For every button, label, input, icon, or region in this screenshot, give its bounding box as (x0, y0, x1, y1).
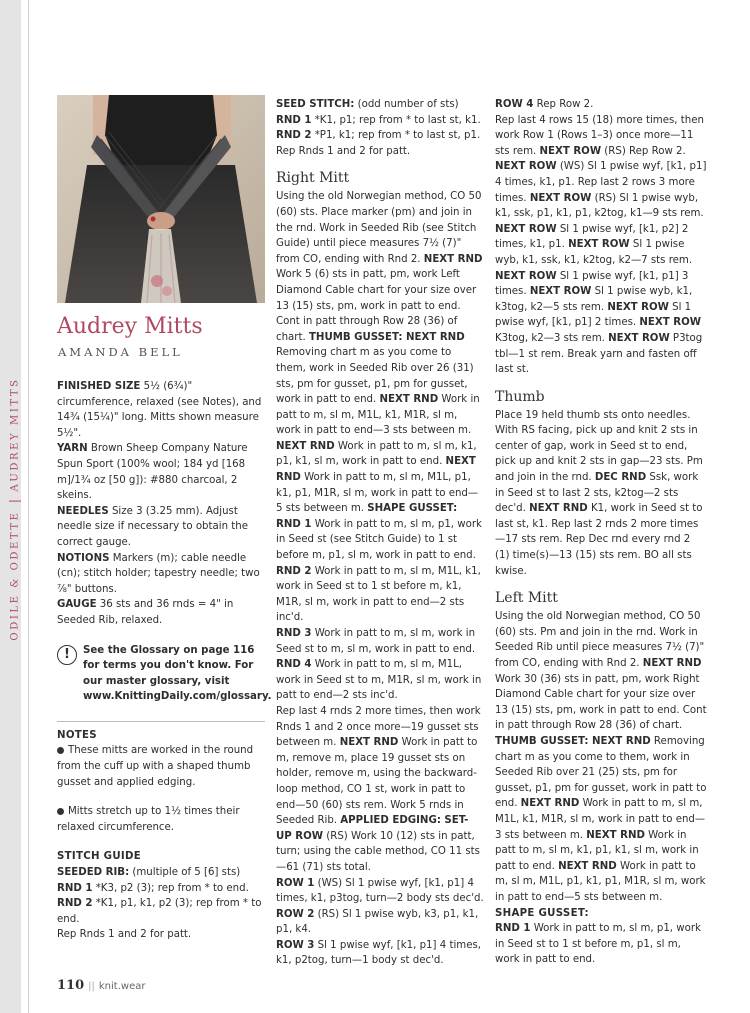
thumb-body: Place 19 held thumb sts onto needles. With RS facing, pick up and knit 2 sts in center of gap, work in Seed st to end, pick up and knit 2 sts in gap—23 sts. Pm and join in the rnd. DEC RND Ssk, work in Seed st to last 2 sts, k2tog—2 sts dec'd. NEXT RND K1, work in Seed st to last st, k1. Rep last 2 rnds 2 more times—17 sts rem. Rep Dec rnd every rnd 2 (1) time(s)—13 (15) sts rem. BO all sts kwise. (495, 409, 703, 577)
note-item: These mitts are worked in the round from the cuff up with a shaped thumb gusset and applied edging. (57, 745, 254, 788)
model-wearing-mitts-image (57, 95, 265, 303)
gusset-rnd3: RND 3 Work in patt to m, sl m, work in Seed st to m, sl m, work in patt to end. (276, 628, 476, 655)
seed-stitch-rnd1: RND 1 *K1, p1; rep from * to last st, k1. (276, 114, 481, 126)
seeded-rib-rnd1: RND 1 *K3, p2 (3); rep from * to end. (57, 882, 249, 894)
needles: NEEDLES Size 3 (3.25 mm). Adjust needle size if necessary to obtain the correct gauge. (57, 505, 248, 548)
notes-heading: NOTES (57, 729, 97, 741)
finished-size: FINISHED SIZE 5½ (6¾)" circumference, relaxed (see Notes), and 14¾ (15¼)" long. Mitts shown measure 5½". (57, 381, 262, 439)
column-1 (57, 379, 272, 943)
side-label-collection: ODILE & ODETTE (9, 510, 21, 641)
glossary-text: See the Glossary on page 116 for terms you don't know. For our master glossary, visit www.KnittingDaily.com/glossary. (83, 644, 272, 703)
thumb-heading: Thumb (495, 388, 545, 405)
right-mitt-body: Using the old Norwegian method, CO 50 (60) sts. Place marker (pm) and join in the rnd. Work in Seeded Rib (see Stitch Guide) until piece measures 7½ (7)" from CO, ending with Rnd 2. NEXT RND Work 5 (6) sts in patt, pm, work Left Diamond Cable chart for your size over 13 (15) sts, pm, work in patt to end. Cont in patt through Row 28 (36) of chart. THUMB GUSSET: NEXT RND Removing chart m as you come to them, work in Seeded Rib over 26 (31) sts, pm for gusset, p1, pm for gusset, work in patt to end. NEXT RND Work in patt to m, sl m, M1L, k1, M1R, sl m, work in patt to end—3 sts between m. NEXT RND Work in patt to m, sl m, k1, p1, k1, sl m, work in patt to end. NEXT RND Work in patt to m, sl m, M1L, p1, k1, p1, M1R, sl m, work in patt to end—5 sts between m. SHAPE GUSSET: (276, 191, 483, 515)
seed-stitch-repeat: Rep Rnds 1 and 2 for patt. (276, 145, 411, 157)
stitch-guide-heading: STITCH GUIDE (57, 851, 142, 863)
notions: NOTIONS Markers (m); cable needle (cn); stitch holder; tapestry needle; two ⅞" buttons. (57, 552, 260, 595)
margin-rule (28, 0, 29, 1013)
side-running-head (4, 378, 26, 640)
edging-row1: ROW 1 (WS) Sl 1 pwise wyf, [k1, p1] 4 times, k1, p3tog, turn—2 body sts dec'd. (276, 877, 484, 905)
seeded-rib-rnd2: RND 2 *K1, p1, k1, p2 (3); rep from * to end. (57, 898, 262, 925)
pattern-title: Audrey Mitts (57, 314, 203, 339)
seed-stitch-label: SEED STITCH: (odd number of sts) (276, 99, 459, 110)
gusset-rnd4: RND 4 Work in patt to m, sl m, M1L, work in Seed st to m, M1R, sl m, work in patt to end—2 sts inc'd. (276, 659, 482, 702)
alert-icon: ! (57, 645, 77, 665)
footer-divider: || (88, 981, 95, 992)
designer-name: AMANDA BELL (58, 345, 183, 359)
yarn: YARN Brown Sheep Company Nature Spun Sport (100% wool; 184 yd [168 m]/1¾ oz [50 g]): #880 charcoal, 2 skeins. (57, 443, 248, 502)
left-gusset-rnd1: RND 1 Work in patt to m, sl m, p1, work in Seed st to 1 st before m, p1, sl m, work in patt to end. (495, 923, 701, 966)
column-2 (276, 97, 484, 969)
column-3 (495, 97, 707, 968)
edging-row2: ROW 2 (RS) Sl 1 pwise wyb, k3, p1, k1, p1, k4. (276, 908, 479, 936)
pattern-photo (57, 95, 265, 303)
gusset-rnd1: RND 1 Work in patt to m, sl m, p1, work in Seed st (see Stitch Guide) to 1 st before m, p1, sl m, work in patt to end. (276, 518, 482, 562)
seeded-rib-label: SEEDED RIB: (multiple of 5 [6] sts) (57, 867, 241, 879)
gusset-rnd2: RND 2 Work in patt to m, sl m, M1L, k1, work in Seed st to 1 st before m, k1, M1R, sl m, work in patt to end—2 sts inc'd. (276, 565, 481, 624)
left-mitt-heading: Left Mitt (495, 590, 558, 607)
bullet-icon (57, 747, 64, 754)
left-shape-gusset: SHAPE GUSSET: (495, 907, 589, 919)
right-mitt-heading: Right Mitt (276, 170, 350, 187)
page-number: 110 (57, 978, 85, 993)
side-label-pattern: AUDREY MITTS (9, 377, 21, 492)
bullet-icon (57, 808, 64, 815)
seed-stitch-rnd2: RND 2 *P1, k1; rep from * to last st, p1. (276, 130, 481, 142)
seeded-rib-repeat: Rep Rnds 1 and 2 for patt. (57, 929, 192, 941)
note-item: Mitts stretch up to 1½ times their relaxed circumference. (57, 806, 240, 833)
glossary-callout (57, 643, 272, 705)
side-label-divider (9, 500, 21, 501)
divider (57, 721, 265, 722)
left-mitt-body: Using the old Norwegian method, CO 50 (60) sts. Pm and join in the rnd. Work in Seeded Rib until piece measures 7½ (7)" from CO, ending with Rnd 2. NEXT RND Work 30 (36) sts in patt, pm, work Right Diamond Cable chart for your size over 13 (15) sts, pm, work in patt to end. Cont in patt through Row 28 (36) of chart. THUMB GUSSET: NEXT RND Removing chart m as you come to them, work in Seeded Rib over 21 (25) sts, pm for gusset, p1, pm for gusset, work in patt to end. NEXT RND Work in patt to m, sl m, M1L, k1, M1R, sl m, work in patt to end—3 sts between m. NEXT RND Work in patt to m, sl m, k1, p1, k1, sl m, work in patt to end. NEXT RND Work in patt to m, sl m, M1L, p1, k1, p1, M1R, sl m, work in patt to end—5 sts between m. (495, 611, 707, 903)
gauge: GAUGE 36 sts and 36 rnds = 4" in Seeded Rib, relaxed. (57, 599, 234, 626)
magazine-name: knit.wear (98, 981, 146, 992)
edging-finish: Rep last 4 rows 15 (18) more times, then work Row 1 (Rows 1–3) once more—11 sts rem. NEXT ROW (RS) Rep Row 2. NEXT ROW (WS) Sl 1 pwise wyf, [k1, p1] 4 times, k1, p1. Rep last 2 rows 3 more times. NEXT ROW (RS) Sl 1 pwise wyb, k1, ssk, p1, k1, p1, k2tog, k1—9 sts rem. NEXT ROW Sl 1 pwise wyf, [k1, p2] 2 times, k1, p1. NEXT ROW Sl 1 pwise wyb, k1, ssk, k1, k2tog, k2—7 sts rem. NEXT ROW Sl 1 pwise wyf, [k1, p1] 3 times. NEXT ROW Sl 1 pwise wyb, k1, k3tog, k2—5 sts rem. NEXT ROW Sl 1 pwise wyf, [k1, p1] 2 times. NEXT ROW K3tog, k2—3 sts rem. NEXT ROW P3tog tbl—1 st rem. Break yarn and fasten off last st. (495, 114, 707, 376)
edging-row3: ROW 3 Sl 1 pwise wyf, [k1, p1] 4 times, k1, p2tog, turn—1 body st dec'd. (276, 939, 482, 967)
edging-row4: ROW 4 Rep Row 2. (495, 99, 594, 110)
page-footer (57, 978, 145, 993)
applied-edging-body: Rep last 4 rnds 2 more times, then work Rnds 1 and 2 once more—19 gusset sts between m. NEXT RND Work in patt to m, remove m, place 19 gusset sts on holder, remove m, using the backward-loop method, CO 1 st, work in patt to end—50 (60) sts rem. Work 5 rnds in Seeded Rib. APPLIED EDGING: SET-UP ROW (RS) Work 10 (12) sts in patt, turn; using the cable method, CO 11 sts—61 (71) sts total. (276, 705, 481, 873)
